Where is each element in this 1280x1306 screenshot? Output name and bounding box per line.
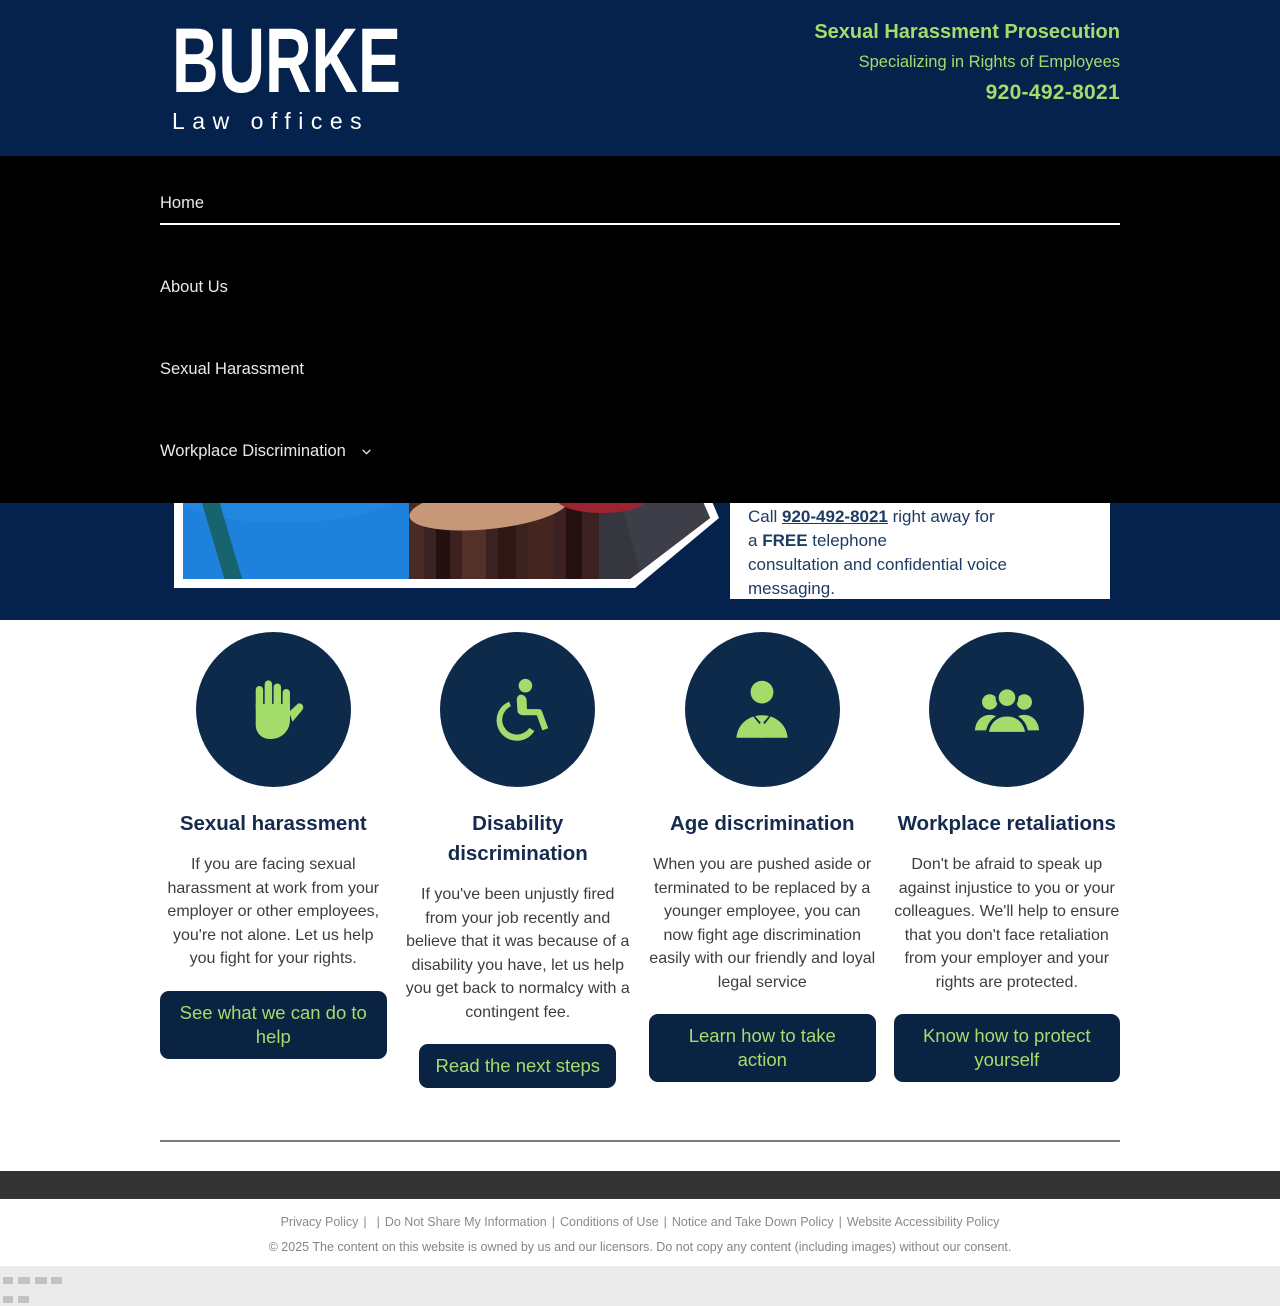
know-protect-yourself-button[interactable]: Know how to protect yourself [894,1014,1121,1082]
tagline-title: Sexual Harassment Prosecution [814,21,1120,43]
wheelchair-icon [440,632,595,787]
feature-title: Disability discrimination [447,812,588,865]
skeleton-block [18,1296,29,1303]
nav-list [160,156,1120,473]
tagline-subtitle: Specializing in Rights of Employees [858,53,1120,71]
hero-cta-card: Call 920-492-8021 right away for a FREE telephone consultation and confidential voice messaging. [730,455,1110,599]
logo-subtitle: Law offices [172,108,370,134]
feature-disability-discrimination [405,632,632,1088]
copyright-text: © 2025 The content on this website is owned by us and our licensors. Do not copy any content (including images) without our consent. [268,1240,1012,1254]
site-header [0,0,1280,156]
nav-item-workplace-discrimination[interactable] [160,389,1120,473]
learn-take-action-button[interactable]: Learn how to take action [649,1014,876,1082]
people-group-icon [929,632,1084,787]
feature-sexual-harassment [160,632,387,1088]
footer [0,1199,1280,1266]
read-next-steps-button[interactable]: Read the next steps [419,1044,616,1088]
footer-link-privacy-policy[interactable]: Privacy Policy [280,1215,359,1229]
skeleton-block [18,1277,30,1284]
footer-divider [160,1140,1120,1142]
feature-workplace-retaliations [894,632,1121,1088]
header-tagline [814,20,1120,105]
logo[interactable] [172,10,499,135]
cta-phone-link[interactable]: 920-492-8021 [782,507,888,526]
header-phone-number[interactable]: 920-492-8021 [985,81,1120,104]
bottom-skeleton-strip [0,1266,1280,1306]
cta-free-text: FREE [762,531,808,550]
nav-item-about-us[interactable]: About Us [160,278,228,296]
feature-description: When you are pushed aside or terminated to be replaced by a younger employee, you can now fight age discrimination easily with our friendly and loyal legal service [649,856,876,991]
feature-age-discrimination [649,632,876,1088]
footer-link-do-not-share[interactable]: Do Not Share My Information [384,1215,547,1229]
features-section [0,620,1280,1140]
footer-link-notice-takedown[interactable]: Notice and Take Down Policy [671,1215,834,1229]
feature-description: Don't be afraid to speak up against injustice to you or your colleagues. We'll help to ensure that you don't face retaliation from your employer and your rights are protected. [894,856,1120,991]
feature-description: If you've been unjustly fired from your job recently and believe that it was because of a disability you have, let us help you get back to normalcy with a contingent fee. [405,886,630,1021]
stop-hand-icon [196,632,351,787]
skeleton-block [3,1277,13,1284]
footer-links: Privacy Policy | | Do Not Share My Information | Conditions of Use | Notice and Take Down Policy | Website Accessibility Policy [280,1215,1000,1229]
footer-link-conditions-of-use[interactable]: Conditions of Use [559,1215,659,1229]
feature-title: Sexual harassment [179,812,367,835]
main-nav-menu [0,156,1280,503]
see-what-we-can-do-button[interactable]: See what we can do to help [160,991,387,1059]
footer-dark-bar [0,1171,1280,1199]
feature-title: Workplace retaliations [897,812,1116,835]
footer-link-accessibility[interactable]: Website Accessibility Policy [846,1215,1000,1229]
cta-text: Call [748,507,783,526]
logo-wordmark: BURKE [172,10,401,112]
nav-item-label: Workplace Discrimination [160,442,346,460]
businessman-icon [685,632,840,787]
skeleton-block [51,1277,62,1284]
feature-description: If you are facing sexual harassment at work from your employer or other employees, you're not alone. Let us help you fight for your rights. [167,856,380,967]
nav-item-sexual-harassment[interactable]: Sexual Harassment [160,360,304,378]
skeleton-block [3,1296,13,1303]
skeleton-block [35,1277,47,1284]
feature-title: Age discrimination [669,812,855,835]
nav-item-home[interactable]: Home [160,156,1120,225]
chevron-down-icon [360,444,373,463]
